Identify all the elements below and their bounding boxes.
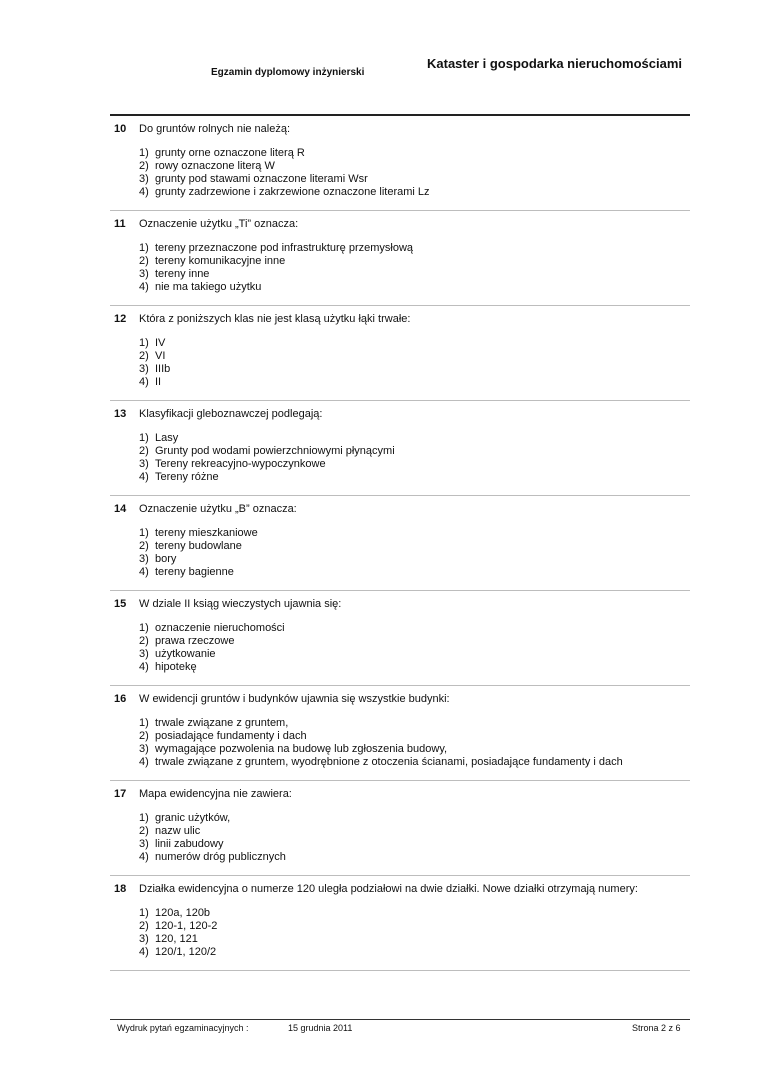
question-10 [110,116,690,211]
question-number: 18 [114,883,127,895]
answer-number: 1) [139,242,149,254]
question-text: Oznaczenie użytku „B” oznacza: [139,503,297,515]
answer-number: 4) [139,851,149,863]
answer-option [139,363,170,376]
answer-option [139,471,395,484]
answer-number: 4) [139,186,149,198]
answer-text: 120/1, 120/2 [155,946,217,958]
answer-option [139,812,286,825]
question-text: Do gruntów rolnych nie należą: [139,123,291,135]
answer-number: 1) [139,907,149,919]
answer-text: Tereny różne [155,471,219,483]
answer-number: 4) [139,946,149,958]
answer-number: 1) [139,432,149,444]
answer-option [139,540,258,553]
answer-list [139,527,258,579]
answer-text: IV [155,337,166,349]
answer-option [139,756,623,769]
answer-number: 4) [139,566,149,578]
answer-text: trwale związane z gruntem, wyodrębnione z otoczenia ścianami, posiadające fundamenty i dach [155,756,623,768]
answer-option [139,445,395,458]
header-title: Kataster i gospodarka nieruchomościami [427,56,683,71]
answer-text: 120, 121 [155,933,198,945]
answer-text: użytkowanie [155,648,216,660]
answer-number: 1) [139,147,149,159]
question-text: Która z poniższych klas nie jest klasą użytku łąki trwałe: [139,313,411,325]
answer-text: Tereny rekreacyjno-wypoczynkowe [155,458,326,470]
answer-option [139,255,413,268]
answer-option [139,242,413,255]
question-13 [110,401,690,496]
header-exam-type: Egzamin dyplomowy inżynierski [211,67,365,78]
answer-text: IIIb [155,363,171,375]
answer-text: tereny inne [155,268,210,280]
answer-text: rowy oznaczone literą W [155,160,275,172]
answer-number: 2) [139,920,149,932]
answer-option [139,743,623,756]
answer-option [139,933,217,946]
answer-number: 1) [139,812,149,824]
answer-option [139,920,217,933]
footer-divider [110,1019,690,1020]
answer-number: 2) [139,160,149,172]
answer-option [139,337,170,350]
answer-text: II [155,376,162,388]
answer-option [139,160,430,173]
answer-option [139,851,286,864]
answer-list [139,147,430,199]
answer-number: 1) [139,337,149,349]
answer-text: tereny budowlane [155,540,242,552]
answer-text: oznaczenie nieruchomości [155,622,285,634]
answer-text: tereny komunikacyjne inne [155,255,286,267]
answer-text: nie ma takiego użytku [155,281,262,293]
answer-number: 4) [139,376,149,388]
answer-text: wymagające pozwolenia na budowę lub zgłoszenia budowy, [155,743,448,755]
question-number: 13 [114,408,127,420]
answer-text: grunty zadrzewione i zakrzewione oznaczone literami Lz [155,186,430,198]
question-text: Oznaczenie użytku „Ti” oznacza: [139,218,299,230]
question-number: 15 [114,598,127,610]
answer-option [139,350,170,363]
answer-number: 1) [139,717,149,729]
answer-option [139,946,217,959]
question-text: W ewidencji gruntów i budynków ujawnia się wszystkie budynki: [139,693,450,705]
answer-number: 3) [139,173,149,185]
answer-text: grunty pod stawami oznaczone literami Wsr [155,173,368,185]
answer-text: 120a, 120b [155,907,211,919]
answer-option [139,527,258,540]
answer-text: numerów dróg publicznych [155,851,286,863]
answer-option [139,717,623,730]
answer-option [139,838,286,851]
answer-list [139,812,286,864]
answer-text: trwale związane z gruntem, [155,717,289,729]
answer-list [139,242,413,294]
question-text: Działka ewidencyjna o numerze 120 uległa podziałowi na dwie działki. Nowe działki otrzymają numery: [139,883,638,895]
question-text: W dziale II ksiąg wieczystych ujawnia się: [139,598,342,610]
answer-number: 2) [139,255,149,267]
answer-text: tereny mieszkaniowe [155,527,258,539]
answer-number: 3) [139,838,149,850]
answer-option [139,376,170,389]
answer-list [139,907,217,959]
question-11 [110,211,690,306]
answer-number: 4) [139,281,149,293]
answer-text: tereny bagienne [155,566,234,578]
answer-text: prawa rzeczowe [155,635,235,647]
answer-number: 4) [139,756,149,768]
answer-number: 2) [139,825,149,837]
answer-number: 4) [139,661,149,673]
answer-option [139,173,430,186]
answer-number: 1) [139,527,149,539]
answer-text: hipotekę [155,661,197,673]
answer-option [139,458,395,471]
answer-text: tereny przeznaczone pod infrastrukturę przemysłową [155,242,414,254]
answer-number: 3) [139,363,149,375]
answer-option [139,281,413,294]
question-16 [110,686,690,781]
answer-text: granic użytków, [155,812,231,824]
question-12 [110,306,690,401]
answer-number: 3) [139,648,149,660]
answer-text: posiadające fundamenty i dach [155,730,307,742]
answer-text: bory [155,553,177,565]
answer-number: 3) [139,553,149,565]
answer-text: nazw ulic [155,825,201,837]
question-14 [110,496,690,591]
answer-number: 1) [139,622,149,634]
answer-text: VI [155,350,166,362]
answer-option [139,635,285,648]
answer-number: 3) [139,743,149,755]
answer-list [139,717,623,769]
footer-date: 15 grudnia 2011 [288,1023,353,1033]
answer-option [139,432,395,445]
answer-option [139,730,623,743]
answer-number: 2) [139,350,149,362]
answer-number: 2) [139,635,149,647]
answer-text: linii zabudowy [155,838,224,850]
questions-list [110,116,690,971]
answer-number: 3) [139,933,149,945]
answer-number: 2) [139,540,149,552]
answer-text: 120-1, 120-2 [155,920,218,932]
footer-print-label: Wydruk pytań egzaminacyjnych : [117,1023,249,1033]
question-number: 11 [114,218,126,230]
answer-option [139,566,258,579]
answer-option [139,268,413,281]
answer-list [139,622,285,674]
question-text: Mapa ewidencyjna nie zawiera: [139,788,292,800]
answer-number: 2) [139,445,149,457]
question-number: 14 [114,503,127,515]
answer-option [139,661,285,674]
answer-option [139,186,430,199]
footer-page-number: Strona 2 z 6 [632,1023,681,1033]
question-17 [110,781,690,876]
answer-option [139,553,258,566]
answer-list [139,337,170,389]
answer-number: 3) [139,268,149,280]
answer-number: 2) [139,730,149,742]
answer-number: 3) [139,458,149,470]
answer-text: Grunty pod wodami powierzchniowymi płynącymi [155,445,395,457]
question-text: Klasyfikacji gleboznawczej podlegają: [139,408,323,420]
question-15 [110,591,690,686]
answer-option [139,648,285,661]
question-number: 17 [114,788,127,800]
answer-text: grunty orne oznaczone literą R [155,147,305,159]
question-number: 12 [114,313,127,325]
answer-option [139,825,286,838]
question-number: 16 [114,693,127,705]
answer-option [139,147,430,160]
answer-option [139,907,217,920]
question-18 [110,876,690,971]
answer-number: 4) [139,471,149,483]
answer-text: Lasy [155,432,179,444]
answer-option [139,622,285,635]
question-number: 10 [114,123,127,135]
answer-list [139,432,395,484]
